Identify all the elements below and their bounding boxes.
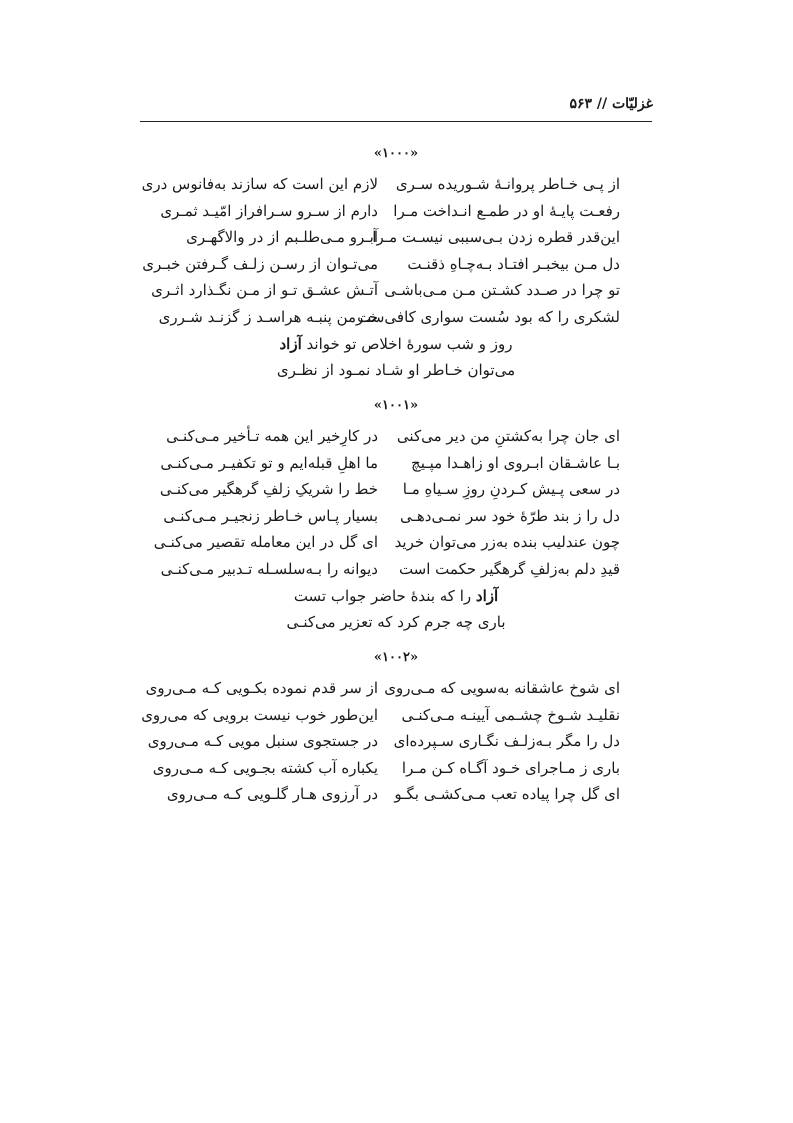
second-hemistich: در آرزوی هـار گلـویی کـه مـی‌روی (166, 785, 378, 804)
first-hemistich: ای گل چرا پیاده تعب مـی‌کشـی بگـو (394, 785, 620, 804)
couplet (140, 198, 652, 225)
first-hemistich: دل را ز بند طرّهٔ خود سر نمـی‌دهـی (399, 506, 620, 525)
couplet (140, 224, 652, 251)
couplet (140, 755, 652, 782)
second-hemistich: خط را شریکِ زلفِ گرهگیر می‌کنـی (159, 480, 378, 499)
couplet (140, 702, 652, 729)
couplet (140, 423, 652, 450)
couplet (140, 277, 652, 304)
closing-couplet-line-1 (140, 583, 652, 610)
second-hemistich: در جستجوی سنبل مویی کـه مـی‌روی (147, 732, 378, 751)
poem-number: «۱۰۰۱» (373, 398, 419, 413)
second-hemistich: در کارِخیر این همه تـأخیر مـی‌کنـی (166, 427, 378, 445)
couplet (140, 556, 652, 583)
second-hemistich: خـرمن پنبـه هراسـد ز گزنـد شـرری (158, 307, 378, 326)
first-hemistich: باری ز مـاجرای خـود آگـاه کـن مـرا (401, 758, 620, 777)
second-hemistich: لازم این است که سازند به‌فانوس دری (141, 175, 378, 193)
second-hemistich: آتـش عشـق تـو از مـن نگـذارد اثـری (151, 281, 378, 300)
second-hemistich: ای گل در این معامله تقصیر می‌کنـی (153, 533, 378, 552)
couplet (140, 171, 652, 198)
couplet (140, 450, 652, 477)
first-hemistich: در سعی پـیش کـردنِ روزِ سـیاهِ مـا (402, 480, 620, 499)
running-head: غزلیّات // ۵۶۳ (569, 96, 653, 112)
header-rule (140, 121, 652, 122)
first-hemistich: لشکری را که بود سُست سواری کافی‌ست (357, 307, 620, 326)
couplet (140, 304, 652, 331)
first-hemistich: بـا عاشـقان ابـروی او زاهـدا مپـیچ (411, 453, 620, 472)
second-hemistich: ما اهلِ قبله‌ایم و تو تکفیـر مـی‌کنـی (160, 453, 378, 472)
first-hemistich: از پـی خـاطر پروانـهٔ شـوریده سـری (395, 175, 620, 193)
closing-couplet-line-2 (140, 357, 652, 384)
couplet (140, 728, 652, 755)
first-hemistich: دل را مگر بـه‌زلـف نگـاری سـپرده‌ای (393, 732, 620, 751)
couplet (140, 529, 652, 556)
second-hemistich: از سر قدم نموده بکـویی کـه مـی‌روی (145, 679, 378, 697)
first-hemistich: چون عندلیب بنده به‌زر می‌توان خرید (394, 533, 620, 552)
closing-text: باری چه جرم کرد که تعزیر می‌کنـی (286, 613, 506, 632)
first-hemistich: ای شوخ عاشقانه به‌سویی که مـی‌روی (384, 679, 620, 697)
second-hemistich: این‌طور خوب نیست برویی که می‌روی (141, 705, 378, 724)
first-hemistich: ای جان چرا به‌کشتنِ من دیر می‌کنی (396, 427, 620, 445)
poem-number: «۱۰۰۰» (373, 146, 419, 161)
couplet (140, 503, 652, 530)
closing-text: را که بندهٔ حاضر جواب تست (293, 586, 476, 605)
closing-couplet-line-1 (140, 331, 652, 358)
closing-text: روز و شب سورهٔ اخلاص تو خواند (301, 334, 513, 353)
second-hemistich: دیوانه را بـه‌سلسـله تـدبیر مـی‌کنـی (160, 559, 378, 578)
couplet (140, 781, 652, 808)
poem-1002 (140, 647, 652, 808)
first-hemistich: این‌قدر قطره زدن بـی‌سببی نیسـت مـرا (372, 228, 620, 247)
second-hemistich: بسیار پـاس خـاطر زنجیـر مـی‌کنـی (163, 506, 378, 525)
couplet (140, 675, 652, 702)
first-hemistich: دل مـن بیخبـر افتـاد بـه‌چـاهِ ذقنـت (407, 254, 620, 273)
closing-couplet-line-2 (140, 609, 652, 636)
poem-number: «۱۰۰۲» (373, 650, 419, 665)
second-hemistich: دارم از سـرو سـرافراز امّیـد ثمـری (160, 201, 378, 220)
second-hemistich: یکباره آب کشته بجـویی کـه مـی‌روی (152, 758, 378, 777)
pen-name: آزاد (475, 586, 499, 605)
poem-1001 (140, 395, 652, 636)
first-hemistich: تو چرا در صـدد کشـتن مـن مـی‌باشـی (384, 281, 620, 300)
couplet (140, 476, 652, 503)
first-hemistich: نقلیـد شـوخ چشـمی آیینـه مـی‌کنـی (401, 705, 620, 724)
poem-1000 (140, 143, 652, 384)
closing-text: می‌توان خـاطر او شـاد نمـود از نظـری (276, 361, 516, 380)
pen-name: آزاد (279, 334, 302, 353)
first-hemistich: قیدِ دلم به‌زلفِ گرهگیر حکمت است (398, 559, 620, 578)
first-hemistich: رفعـت پایـهٔ او در طمـع انـداخت مـرا (393, 201, 620, 220)
second-hemistich: آبـرو مـی‌طلـبم از در والاگهـری (186, 228, 378, 247)
second-hemistich: می‌تـوان از رسـن زلـف گـرفتن خبـری (142, 254, 378, 273)
couplet (140, 251, 652, 278)
